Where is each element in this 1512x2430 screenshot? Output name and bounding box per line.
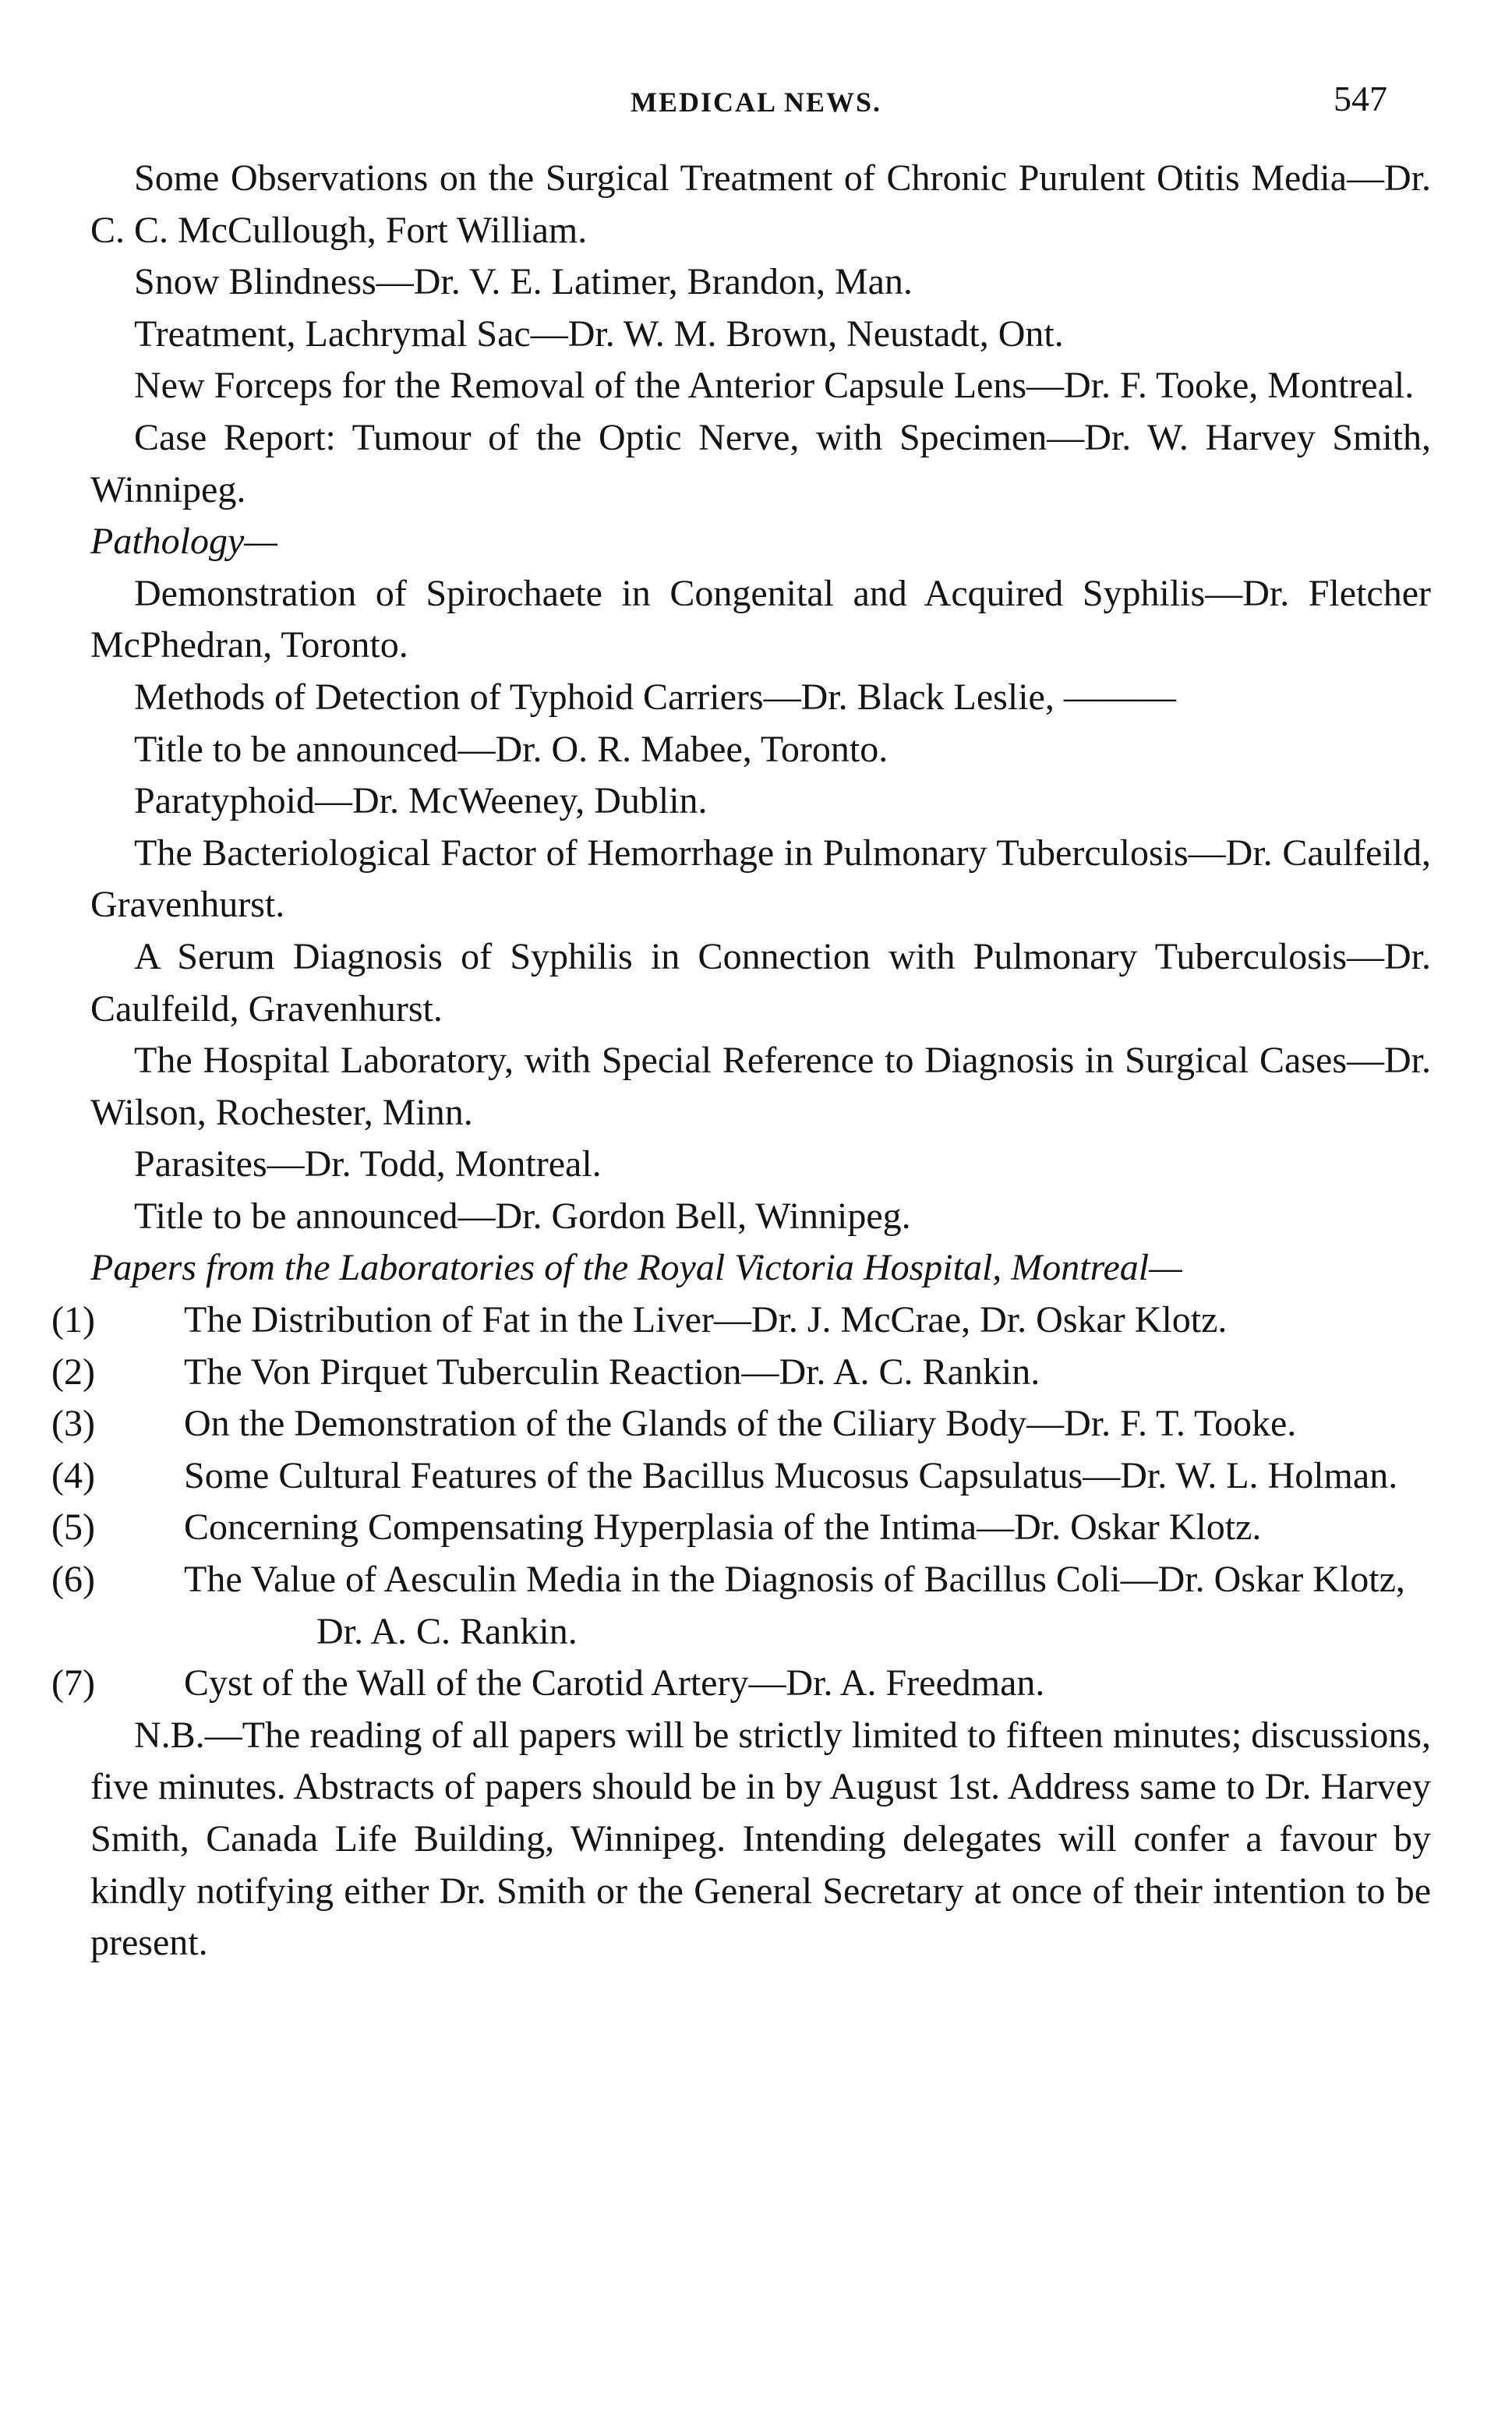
program-entry: Case Report: Tumour of the Optic Nerve, with Specimen—Dr. W. Harvey Smith, Winnipeg. bbox=[90, 416, 1431, 510]
subsection-heading-royal-victoria: Papers from the Laboratories of the Royal Victoria Hospital, Montreal— bbox=[90, 1247, 1182, 1289]
paper-title: Some Cultural Features of the Bacillus Mucosus Capsulatus—Dr. W. L. Holman. bbox=[184, 1454, 1398, 1496]
paper-title: The Distribution of Fat in the Liver—Dr. J. McCrae, Dr. Oskar Klotz. bbox=[184, 1299, 1228, 1341]
paper-title: The Von Pirquet Tuberculin Reaction—Dr. A. C. Rankin. bbox=[184, 1351, 1040, 1393]
numbered-paper: (2) The Von Pirquet Tuberculin Reaction—Dr. A. C. Rankin. bbox=[51, 1351, 1040, 1393]
pathology-entry: Title to be announced—Dr. Gordon Bell, Winnipeg. bbox=[134, 1195, 911, 1237]
program-entry: Some Observations on the Surgical Treatment of Chronic Purulent Otitis Media—Dr. C. C. McCullough, Fort William. bbox=[90, 157, 1431, 251]
paper-title: Concerning Compensating Hyperplasia of the Intima—Dr. Oskar Klotz. bbox=[184, 1506, 1262, 1549]
paper-title: Cyst of the Wall of the Carotid Artery—Dr. A. Freedman. bbox=[184, 1662, 1045, 1704]
numbered-paper: (3) On the Demonstration of the Glands of the Ciliary Body—Dr. F. T. Tooke. bbox=[51, 1403, 1297, 1445]
program-entry: Snow Blindness—Dr. V. E. Latimer, Brandon, Man. bbox=[134, 261, 913, 303]
pathology-entry: The Bacteriological Factor of Hemorrhage in Pulmonary Tuberculosis—Dr. Caulfeild, Gravenhurst. bbox=[90, 832, 1431, 926]
page-number: 547 bbox=[1334, 79, 1387, 118]
running-head bbox=[94, 78, 1418, 128]
program-entry: Treatment, Lachrymal Sac—Dr. W. M. Brown, Neustadt, Ont. bbox=[134, 313, 1064, 355]
pathology-entry: Parasites—Dr. Todd, Montreal. bbox=[134, 1143, 602, 1185]
program-entry: New Forceps for the Removal of the Anterior Capsule Lens—Dr. F. Tooke, Montreal. bbox=[134, 365, 1415, 407]
numbered-paper: (6) The Value of Aesculin Media in the Diagnosis of Bacillus Coli—Dr. Oskar Klotz, Dr. A. C. Rankin. bbox=[51, 1559, 1405, 1652]
pathology-entry: Paratyphoid—Dr. McWeeney, Dublin. bbox=[134, 780, 708, 822]
numbered-paper: (5) Concerning Compensating Hyperplasia of the Intima—Dr. Oskar Klotz. bbox=[51, 1506, 1262, 1549]
pathology-entry: Methods of Detection of Typhoid Carriers—Dr. Black Leslie, ——— bbox=[134, 676, 1176, 718]
page-body bbox=[51, 153, 1431, 1969]
paper-title: The Value of Aesculin Media in the Diagnosis of Bacillus Coli—Dr. Oskar Klotz, Dr. A. C. Rankin. bbox=[184, 1559, 1405, 1652]
pathology-entry: Demonstration of Spirochaete in Congenital and Acquired Syphilis—Dr. Fletcher McPhedran, Toronto. bbox=[90, 572, 1431, 666]
numbered-paper: (4) Some Cultural Features of the Bacillus Mucosus Capsulatus—Dr. W. L. Holman. bbox=[51, 1454, 1398, 1496]
nb-note: N.B.—The reading of all papers will be strictly limited to fifteen minutes; discussions, five minutes. Abstracts of papers should be in by August 1st. Address same to Dr. Harvey Smith, Canada Life Building, Winnipeg. Intending delegates will confer a favour by kindly notifying either Dr. Smith or the General Secretary at once of their intention to be present. bbox=[90, 1714, 1431, 1964]
numbered-paper: (7) Cyst of the Wall of the Carotid Artery—Dr. A. Freedman. bbox=[51, 1662, 1045, 1704]
journal-name: MEDICAL NEWS. bbox=[630, 87, 882, 118]
numbered-paper: (1) The Distribution of Fat in the Liver—Dr. J. McCrae, Dr. Oskar Klotz. bbox=[51, 1299, 1228, 1341]
pathology-entry: The Hospital Laboratory, with Special Reference to Diagnosis in Surgical Cases—Dr. Wilson, Rochester, Minn. bbox=[90, 1040, 1431, 1133]
paper-title: On the Demonstration of the Glands of the Ciliary Body—Dr. F. T. Tooke. bbox=[184, 1403, 1297, 1445]
section-heading-pathology: Pathology— bbox=[90, 521, 277, 563]
pathology-entry: Title to be announced—Dr. O. R. Mabee, Toronto. bbox=[134, 728, 888, 770]
pathology-entry: A Serum Diagnosis of Syphilis in Connection with Pulmonary Tuberculosis—Dr. Caulfeild, Gravenhurst. bbox=[90, 935, 1431, 1030]
